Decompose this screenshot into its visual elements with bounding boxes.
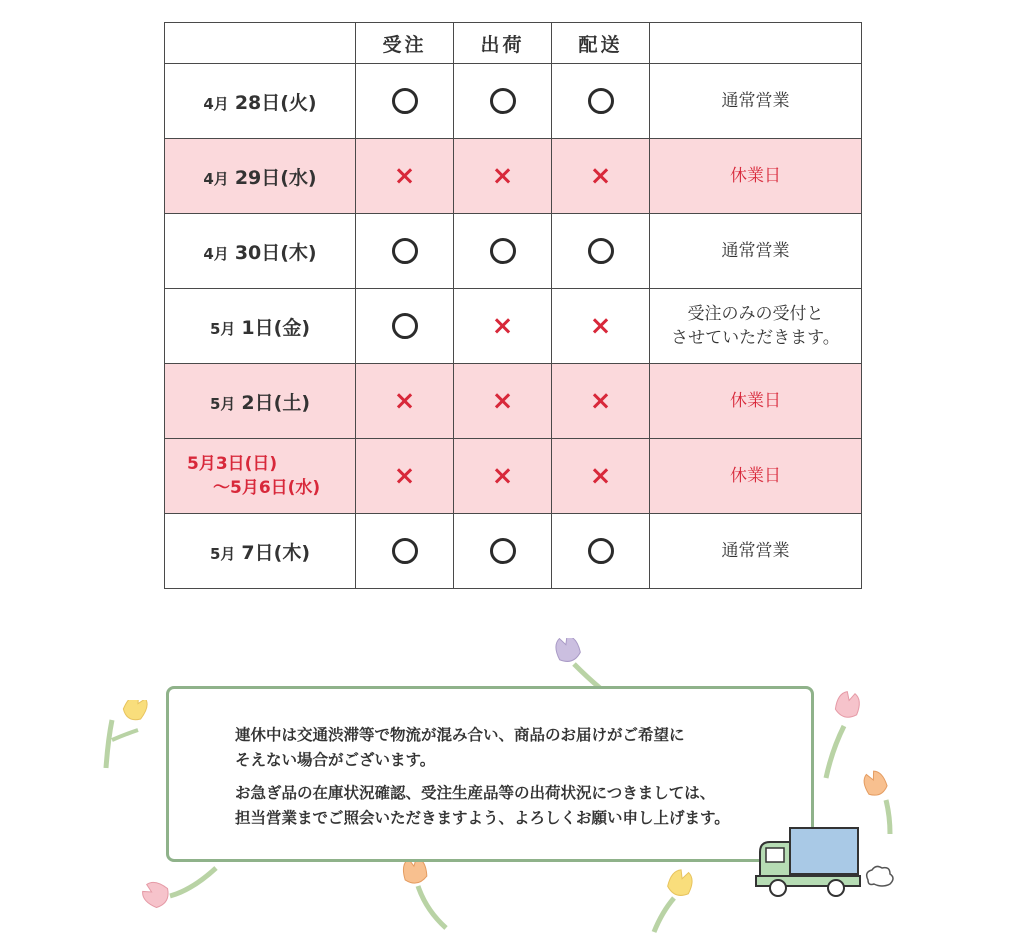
header-delivery: 配送 (552, 23, 650, 64)
shipping-status (454, 439, 552, 514)
order-status (356, 289, 454, 364)
cross-icon: × (393, 386, 416, 416)
circle-icon (490, 88, 516, 114)
table-row (165, 214, 862, 289)
note-cell: 通常営業 (650, 64, 862, 139)
tulip-icon (548, 638, 608, 690)
order-status (356, 514, 454, 589)
tulip-icon (98, 700, 158, 770)
note-cell: 休業日 (650, 139, 862, 214)
header-note (650, 23, 862, 64)
exhaust-cloud-icon (862, 862, 898, 890)
circle-icon (588, 538, 614, 564)
holiday-schedule-table (164, 22, 862, 589)
table-row (165, 364, 862, 439)
note-cell: 通常営業 (650, 514, 862, 589)
order-status (356, 64, 454, 139)
tulip-icon (396, 860, 456, 930)
date-cell: 4月 29日(水) (165, 139, 356, 214)
delivery-status (552, 64, 650, 139)
delivery-status (552, 139, 650, 214)
cross-icon: × (589, 386, 612, 416)
table-row (165, 439, 862, 514)
note-cell: 受注のみの受付と させていただきます。 (650, 289, 862, 364)
table-row (165, 139, 862, 214)
note-cell: 休業日 (650, 439, 862, 514)
table-row (165, 514, 862, 589)
tulip-icon (812, 690, 868, 780)
cross-icon: × (491, 386, 514, 416)
header-order: 受注 (356, 23, 454, 64)
cross-icon: × (491, 161, 514, 191)
circle-icon (490, 538, 516, 564)
notice-paragraph: お急ぎ品の在庫状況確認、受注生産品等の出荷状況につきましては、 担当営業までご照会いただきますよう、よろしくお願い申し上げます。 (235, 784, 730, 827)
cross-icon: × (589, 161, 612, 191)
delivery-status (552, 514, 650, 589)
cross-icon: × (589, 311, 612, 341)
truck-icon (752, 822, 872, 902)
circle-icon (392, 88, 418, 114)
note-cell: 通常営業 (650, 214, 862, 289)
delivery-status (552, 364, 650, 439)
cross-icon: × (491, 461, 514, 491)
shipping-status (454, 514, 552, 589)
notice-box (166, 686, 814, 862)
order-status (356, 364, 454, 439)
circle-icon (392, 313, 418, 339)
tulip-icon (140, 862, 220, 922)
table-header-row (165, 23, 862, 64)
date-cell: 5月 2日(土) (165, 364, 356, 439)
order-status (356, 214, 454, 289)
cross-icon: × (393, 461, 416, 491)
table-row (165, 64, 862, 139)
date-cell: 5月3日(日) ～5月6日(水) (165, 439, 356, 514)
cross-icon: × (589, 461, 612, 491)
delivery-status (552, 289, 650, 364)
circle-icon (392, 538, 418, 564)
notice-paragraph: 連休中は交通渋滞等で物流が混み合い、商品のお届けがご希望に そえない場合がございます。 (235, 726, 685, 769)
table-row (165, 289, 862, 364)
note-cell: 休業日 (650, 364, 862, 439)
delivery-status (552, 214, 650, 289)
order-status (356, 139, 454, 214)
shipping-status (454, 139, 552, 214)
date-cell: 5月 1日(金) (165, 289, 356, 364)
circle-icon (588, 238, 614, 264)
shipping-status (454, 364, 552, 439)
date-cell: 4月 28日(火) (165, 64, 356, 139)
circle-icon (588, 88, 614, 114)
shipping-status (454, 64, 552, 139)
shipping-status (454, 289, 552, 364)
circle-icon (392, 238, 418, 264)
cross-icon: × (491, 311, 514, 341)
delivery-status (552, 439, 650, 514)
header-shipping: 出荷 (454, 23, 552, 64)
circle-icon (490, 238, 516, 264)
shipping-status (454, 214, 552, 289)
order-status (356, 439, 454, 514)
cross-icon: × (393, 161, 416, 191)
tulip-icon (640, 868, 700, 934)
header-date (165, 23, 356, 64)
date-cell: 4月 30日(木) (165, 214, 356, 289)
date-cell: 5月 7日(木) (165, 514, 356, 589)
